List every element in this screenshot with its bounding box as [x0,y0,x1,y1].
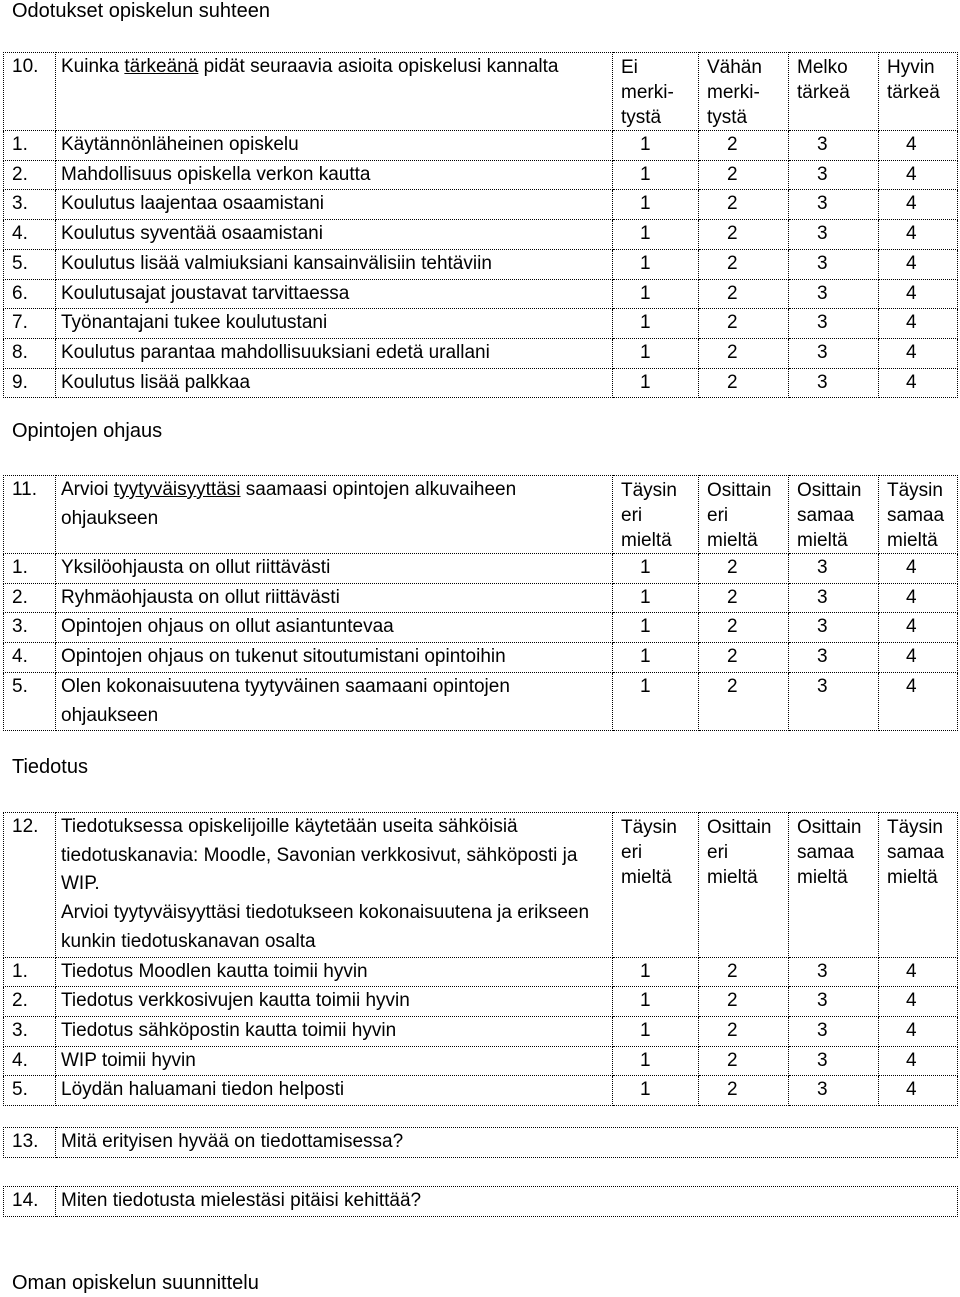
scale-option-4[interactable]: 4 [879,131,958,161]
item-text: Ryhmäohjausta on ollut riittävästi [56,583,613,613]
item-text: Työnantajani tukee koulutustani [56,309,613,339]
item-number: 3. [4,1016,56,1046]
scale-option-1[interactable]: 1 [613,1046,699,1076]
item-number: 5. [4,249,56,279]
scale-option-4[interactable]: 4 [879,160,958,190]
item-row [4,368,958,398]
scale-option-4[interactable]: 4 [879,338,958,368]
scale-label-1: Täysin eri mieltä [613,476,699,554]
question-text: Tiedotuksessa opiskelijoille käytetään useita sähköisiä tiedotuskanavia: Moodle, Savonian verkkosivut, sähköposti ja WIP. Arvioi tyytyväisyyttäsi tiedotukseen kokonaisuutena ja erikseen kunkin tiedotuskanavan osalta [56,813,613,958]
scale-option-4[interactable]: 4 [879,309,958,339]
scale-option-3[interactable]: 3 [789,368,879,398]
item-text: Koulutus syventää osaamistani [56,220,613,250]
item-text: WIP toimii hyvin [56,1046,613,1076]
question-12-table [3,812,958,1106]
scale-option-3[interactable]: 3 [789,338,879,368]
scale-option-2[interactable]: 2 [699,987,789,1017]
scale-option-3[interactable]: 3 [789,987,879,1017]
item-row [4,338,958,368]
item-number: 6. [4,279,56,309]
scale-option-1[interactable]: 1 [613,220,699,250]
item-number: 8. [4,338,56,368]
scale-option-4[interactable]: 4 [879,583,958,613]
scale-option-2[interactable]: 2 [699,643,789,673]
scale-option-2[interactable]: 2 [699,249,789,279]
scale-option-1[interactable]: 1 [613,160,699,190]
item-number: 2. [4,583,56,613]
item-number: 7. [4,309,56,339]
scale-option-3[interactable]: 3 [789,643,879,673]
scale-option-3[interactable]: 3 [789,1016,879,1046]
item-text: Koulutus lisää palkkaa [56,368,613,398]
scale-option-4[interactable]: 4 [879,672,958,730]
scale-option-3[interactable]: 3 [789,190,879,220]
item-number: 2. [4,987,56,1017]
scale-option-2[interactable]: 2 [699,160,789,190]
question-text: Mitä erityisen hyvää on tiedottamisessa? [56,1128,958,1158]
item-number: 5. [4,672,56,730]
scale-label-4: Hyvin tärkeä [879,53,958,131]
question-number: 12. [4,813,56,958]
item-row [4,1046,958,1076]
item-row [4,583,958,613]
scale-option-1[interactable]: 1 [613,190,699,220]
scale-option-2[interactable]: 2 [699,368,789,398]
scale-option-4[interactable]: 4 [879,1046,958,1076]
question-14-table [3,1186,958,1217]
item-number: 2. [4,160,56,190]
item-text: Koulutus parantaa mahdollisuuksiani edetä urallani [56,338,613,368]
item-row [4,220,958,250]
scale-option-4[interactable]: 4 [879,1076,958,1106]
scale-option-1[interactable]: 1 [613,957,699,987]
scale-option-2[interactable]: 2 [699,1016,789,1046]
item-text: Käytännönläheinen opiskelu [56,131,613,161]
item-text: Löydän haluamani tiedon helposti [56,1076,613,1106]
question-text: Arvioi tyytyväisyyttäsi saamaasi opintojen alkuvaiheen ohjaukseen [56,476,613,554]
item-row [4,643,958,673]
scale-label-3: Osittain samaa mieltä [789,476,879,554]
item-row [4,309,958,339]
item-text: Olen kokonaisuutena tyytyväinen saamaani opintojen ohjaukseen [56,672,613,730]
scale-option-2[interactable]: 2 [699,190,789,220]
scale-option-3[interactable]: 3 [789,583,879,613]
scale-option-3[interactable]: 3 [789,1076,879,1106]
item-row [4,279,958,309]
section-heading-planning: Oman opiskelun suunnittelu [12,1272,259,1294]
scale-option-4[interactable]: 4 [879,643,958,673]
scale-option-3[interactable]: 3 [789,160,879,190]
question-13-row [4,1128,958,1158]
scale-option-3[interactable]: 3 [789,672,879,730]
scale-option-1[interactable]: 1 [613,338,699,368]
scale-option-4[interactable]: 4 [879,613,958,643]
scale-option-4[interactable]: 4 [879,249,958,279]
item-number: 9. [4,368,56,398]
scale-option-3[interactable]: 3 [789,1046,879,1076]
item-number: 5. [4,1076,56,1106]
item-row [4,1076,958,1106]
scale-option-1[interactable]: 1 [613,583,699,613]
item-number: 4. [4,220,56,250]
scale-option-1[interactable]: 1 [613,368,699,398]
scale-option-1[interactable]: 1 [613,1016,699,1046]
item-text: Tiedotus sähköpostin kautta toimii hyvin [56,1016,613,1046]
item-text: Mahdollisuus opiskella verkon kautta [56,160,613,190]
item-text: Tiedotus verkkosivujen kautta toimii hyvin [56,987,613,1017]
question-number: 14. [4,1187,56,1217]
item-number: 1. [4,554,56,584]
section-heading-expectations: Odotukset opiskelun suhteen [12,0,270,22]
scale-label-3: Osittain samaa mieltä [789,813,879,958]
scale-option-1[interactable]: 1 [613,672,699,730]
question-13-table [3,1127,958,1158]
scale-option-3[interactable]: 3 [789,249,879,279]
scale-option-2[interactable]: 2 [699,1076,789,1106]
item-row [4,131,958,161]
scale-label-1: Ei merki-tystä [613,53,699,131]
item-text: Tiedotus Moodlen kautta toimii hyvin [56,957,613,987]
item-row [4,672,958,730]
scale-option-2[interactable]: 2 [699,1046,789,1076]
scale-option-1[interactable]: 1 [613,1076,699,1106]
item-number: 1. [4,131,56,161]
scale-option-4[interactable]: 4 [879,987,958,1017]
scale-label-2: Osittain eri mieltä [699,476,789,554]
scale-option-3[interactable]: 3 [789,554,879,584]
scale-option-3[interactable]: 3 [789,957,879,987]
item-number: 4. [4,1046,56,1076]
scale-option-3[interactable]: 3 [789,131,879,161]
item-row [4,160,958,190]
item-number: 3. [4,613,56,643]
question-text: Kuinka tärkeänä pidät seuraavia asioita opiskelusi kannalta [56,53,613,131]
scale-option-2[interactable]: 2 [699,613,789,643]
scale-label-1: Täysin eri mieltä [613,813,699,958]
scale-option-1[interactable]: 1 [613,987,699,1017]
item-number: 1. [4,957,56,987]
scale-option-2[interactable]: 2 [699,338,789,368]
scale-option-1[interactable]: 1 [613,613,699,643]
scale-label-2: Osittain eri mieltä [699,813,789,958]
item-text: Koulutus laajentaa osaamistani [56,190,613,220]
item-text: Koulutus lisää valmiuksiani kansainvälisiin tehtäviin [56,249,613,279]
question-10-header-row [4,53,958,131]
scale-option-1[interactable]: 1 [613,279,699,309]
scale-option-3[interactable]: 3 [789,279,879,309]
scale-option-2[interactable]: 2 [699,131,789,161]
item-row [4,957,958,987]
item-text: Yksilöohjausta on ollut riittävästi [56,554,613,584]
item-text: Opintojen ohjaus on ollut asiantuntevaa [56,613,613,643]
scale-option-3[interactable]: 3 [789,309,879,339]
scale-option-3[interactable]: 3 [789,220,879,250]
question-number: 10. [4,53,56,131]
question-11-table [3,475,958,731]
question-12-header-row [4,813,958,958]
question-10-table [3,52,958,398]
item-row [4,554,958,584]
item-row [4,613,958,643]
scale-option-4[interactable]: 4 [879,190,958,220]
scale-label-4: Täysin samaa mieltä [879,813,958,958]
scale-option-1[interactable]: 1 [613,309,699,339]
scale-option-2[interactable]: 2 [699,554,789,584]
question-number: 13. [4,1128,56,1158]
item-row [4,1016,958,1046]
scale-option-4[interactable]: 4 [879,957,958,987]
scale-option-3[interactable]: 3 [789,613,879,643]
scale-option-4[interactable]: 4 [879,554,958,584]
scale-option-4[interactable]: 4 [879,1016,958,1046]
question-number: 11. [4,476,56,554]
item-text: Opintojen ohjaus on tukenut sitoutumistani opintoihin [56,643,613,673]
scale-label-3: Melko tärkeä [789,53,879,131]
scale-option-2[interactable]: 2 [699,583,789,613]
scale-label-2: Vähän merki-tystä [699,53,789,131]
scale-option-1[interactable]: 1 [613,131,699,161]
scale-option-2[interactable]: 2 [699,309,789,339]
item-number: 3. [4,190,56,220]
scale-option-2[interactable]: 2 [699,672,789,730]
item-row [4,987,958,1017]
item-text: Koulutusajat joustavat tarvittaessa [56,279,613,309]
scale-option-1[interactable]: 1 [613,554,699,584]
question-text: Miten tiedotusta mielestäsi pitäisi kehittää? [56,1187,958,1217]
scale-option-1[interactable]: 1 [613,643,699,673]
section-heading-communication: Tiedotus [12,756,88,778]
scale-option-1[interactable]: 1 [613,249,699,279]
scale-option-4[interactable]: 4 [879,368,958,398]
scale-option-4[interactable]: 4 [879,279,958,309]
item-number: 4. [4,643,56,673]
section-heading-guidance: Opintojen ohjaus [12,420,163,442]
scale-label-4: Täysin samaa mieltä [879,476,958,554]
question-11-header-row [4,476,958,554]
scale-option-2[interactable]: 2 [699,957,789,987]
scale-option-4[interactable]: 4 [879,220,958,250]
question-14-row [4,1187,958,1217]
item-row [4,190,958,220]
item-row [4,249,958,279]
scale-option-2[interactable]: 2 [699,220,789,250]
scale-option-2[interactable]: 2 [699,279,789,309]
